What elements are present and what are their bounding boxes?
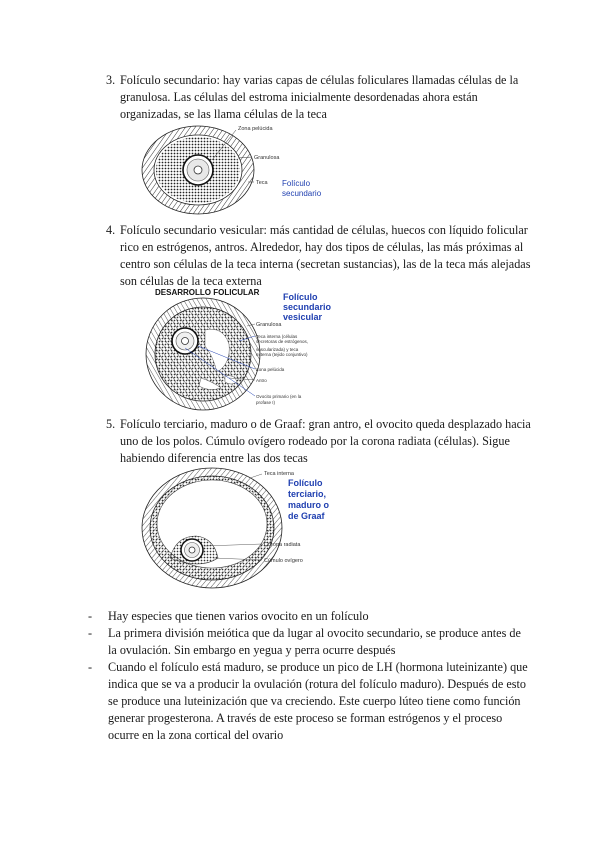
label-teca: Teca — [256, 180, 268, 186]
list-item-4 — [106, 222, 540, 290]
bullet-dash: - — [88, 660, 93, 674]
label-teca-externa: externa (tejido conjuntivo) — [256, 352, 308, 357]
label-ovocito-primario: Ovocito primario (en la — [256, 394, 302, 399]
item-number: 3. — [106, 73, 116, 87]
label-zona-pelucida: Zona pelúcida — [256, 367, 285, 372]
label-cumulo-ovigero: Cúmulo ovígero — [264, 558, 303, 564]
figure-caption-line: secundario — [283, 302, 332, 312]
bullet-dash: - — [88, 626, 93, 640]
label-teca-line: secretoras de estrógenos, — [256, 339, 309, 344]
bullet-item — [88, 608, 528, 625]
label-antro: Antro — [256, 378, 267, 383]
bullet-text: Cuando el folículo está maduro, se produce un pico de LH (hormona luteinizante) que indica que se va a producir la ovulación (rotura del folículo maduro). Después de esto se produce una luteinización que va creciendo. Este cuerpo lúteo tiene como función generar progesterona. A través de este proceso se forman estrógenos y el proceso ocurre en la zona cortical del ovario — [108, 660, 528, 742]
item-text: Folículo secundario: hay varias capas de células foliculares llamadas células de la granulosa. Las células del estroma inicialmente desordenadas ahora están organizadas, se las llama células de la teca — [120, 73, 519, 121]
figure-caption-line: maduro o — [288, 500, 330, 510]
figure-vesicular-follicle — [143, 286, 358, 416]
figure-caption-line: Folículo — [288, 478, 323, 488]
figure-caption-line: Folículo — [282, 179, 311, 188]
bullet-item — [88, 659, 528, 744]
bullet-dash: - — [88, 609, 93, 623]
label-profase: profase I) — [256, 400, 276, 405]
bullet-list — [88, 608, 528, 744]
label-teca-line: vascularizada) y teca — [256, 347, 299, 352]
label-corona-radiata: Corona radiata — [264, 542, 301, 548]
graaf-follicle-illustration — [140, 466, 340, 591]
list-item-3 — [106, 72, 540, 123]
label-granulosa: Granulosa — [254, 155, 280, 161]
label-teca-interna: Teca interna (células — [256, 334, 298, 339]
figure-secondary-follicle — [140, 122, 340, 217]
item-number: 4. — [106, 223, 116, 237]
bullet-text: La primera división meiótica que da lugar al ovocito secundario, se produce antes de la ovulación. Sin embargo en yegua y perra ocurre después — [108, 626, 521, 657]
figure-caption-line: vesicular — [283, 312, 323, 322]
figure-caption-line: terciario, — [288, 489, 327, 499]
list-item-5 — [106, 416, 540, 467]
label-zona-pelucida: Zona pelúcida — [238, 126, 273, 132]
item-number: 5. — [106, 417, 116, 431]
bullet-item — [88, 625, 528, 659]
label-teca-interna: Teca interna — [264, 471, 294, 477]
figure-caption-line: secundario — [282, 189, 322, 198]
label-granulosa: Granulosa — [256, 322, 282, 328]
bullet-text: Hay especies que tienen varios ovocito en un folículo — [108, 609, 369, 623]
secondary-follicle-illustration — [140, 122, 340, 217]
figure-caption-line: Folículo — [283, 292, 318, 302]
figure-graaf-follicle — [140, 466, 340, 591]
item-text: Folículo terciario, maduro o de Graaf: gran antro, el ovocito queda desplazado hacia uno de los polos. Cúmulo ovígero rodeado por la corona radiata (células). Sigue habiendo diferencia entre las dos tecas — [120, 417, 531, 465]
figure-title: DESARROLLO FOLICULAR — [155, 288, 260, 297]
vesicular-follicle-illustration — [143, 286, 358, 416]
figure-caption-line: de Graaf — [288, 511, 325, 521]
item-text: Folículo secundario vesicular: más cantidad de células, huecos con líquido folicular rico en estrógenos, antros. Alrededor, hay dos tipos de células, las más próximas al centro son células de la teca interna (secretan sustancias), las de la teca más alejadas son células de la teca externa — [120, 223, 531, 288]
